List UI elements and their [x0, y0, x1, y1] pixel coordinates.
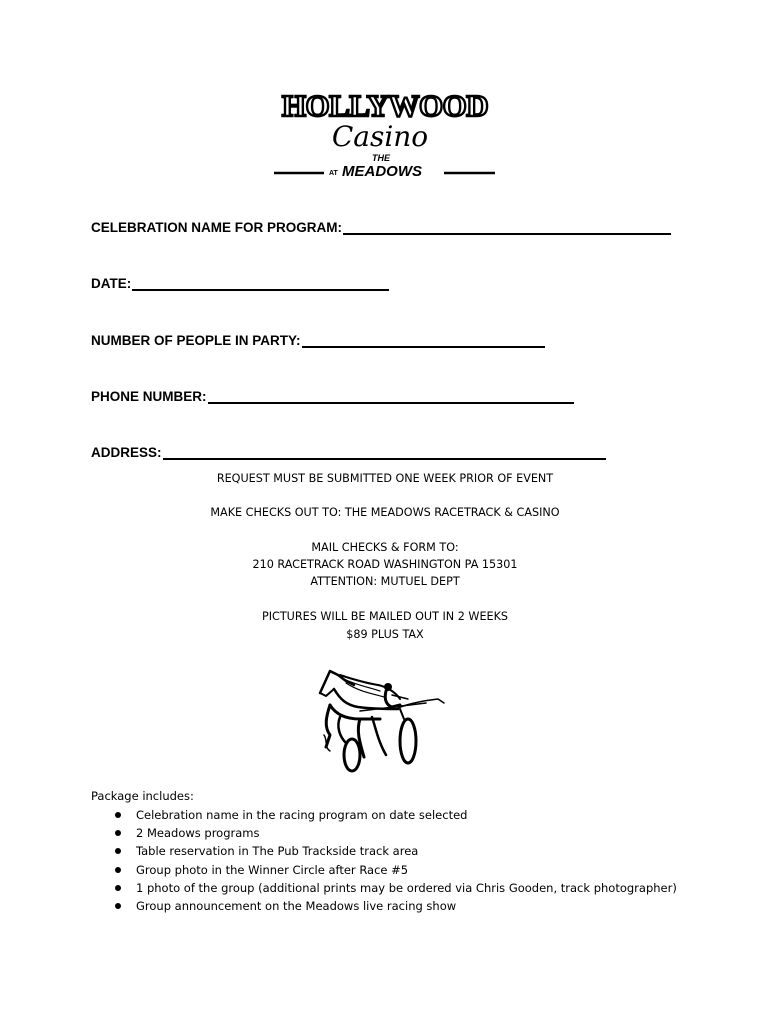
list-item: 1 photo of the group (additional prints may be ordered via Chris Gooden, track photographer)	[91, 879, 677, 897]
logo-brand: HOLLYWOOD	[281, 88, 489, 123]
logo-the: THE	[372, 153, 390, 163]
list-item: Table reservation in The Pub Trackside track area	[91, 842, 677, 860]
pictures-notice: PICTURES WILL BE MAILED OUT IN 2 WEEKS	[261, 610, 509, 623]
package-list	[91, 806, 677, 915]
party-size-field[interactable]	[91, 328, 545, 348]
mail-address: 210 RACETRACK ROAD WASHINGTON PA 15301	[252, 558, 518, 571]
logo-venue: MEADOWS	[342, 163, 422, 180]
checks-payable: MAKE CHECKS OUT TO: THE MEADOWS RACETRACK & CASINO	[210, 506, 560, 519]
logo-script: Casino	[331, 120, 429, 153]
phone-number-field[interactable]	[91, 384, 574, 404]
date-label: DATE:	[91, 276, 132, 291]
list-item: Group photo in the Winner Circle after Race #5	[91, 861, 677, 879]
logo-at: AT	[329, 170, 338, 177]
celebration-name-line[interactable]	[343, 222, 671, 235]
price: $89 PLUS TAX	[346, 628, 424, 641]
list-item: 2 Meadows programs	[91, 824, 677, 842]
party-size-label: NUMBER OF PEOPLE IN PARTY:	[91, 333, 301, 348]
celebration-name-field[interactable]	[91, 215, 671, 235]
address-field[interactable]	[91, 440, 606, 460]
address-label: ADDRESS:	[91, 445, 162, 460]
mail-heading: MAIL CHECKS & FORM TO:	[311, 541, 459, 554]
list-item: Celebration name in the racing program on date selected	[91, 806, 677, 824]
celebration-name-label: CELEBRATION NAME FOR PROGRAM:	[91, 220, 342, 235]
party-size-line[interactable]	[302, 335, 545, 348]
package-heading: Package includes:	[91, 789, 194, 803]
date-field[interactable]	[91, 271, 389, 291]
phone-number-label: PHONE NUMBER:	[91, 389, 207, 404]
phone-number-line[interactable]	[208, 391, 574, 404]
mail-attention: ATTENTION: MUTUEL DEPT	[310, 575, 460, 588]
request-notice: REQUEST MUST BE SUBMITTED ONE WEEK PRIOR OF EVENT	[216, 472, 554, 485]
date-line[interactable]	[132, 278, 389, 291]
list-item: Group announcement on the Meadows live racing show	[91, 897, 677, 915]
address-line[interactable]	[163, 447, 606, 460]
hollywood-casino-logo	[272, 88, 498, 180]
harness-racing-horse-icon	[300, 665, 448, 773]
